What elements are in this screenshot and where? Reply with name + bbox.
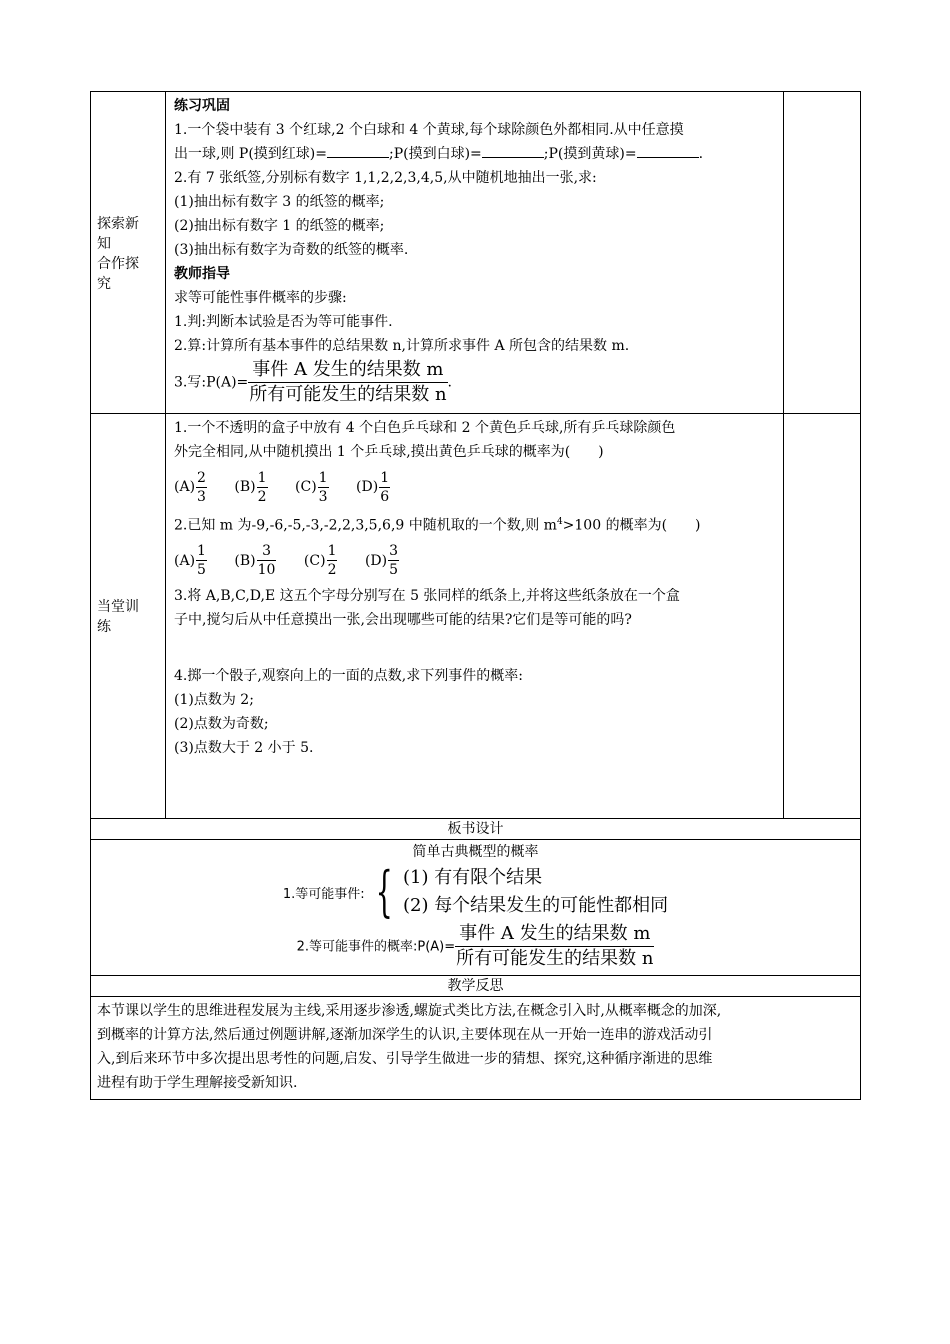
t4-sub2: (2)点数为奇数; [174, 715, 269, 732]
q1-line1: 1.一个袋中装有 3 个红球,2 个白球和 4 个黄球,每个球除颜色外都相同.从中任意摸 [174, 122, 684, 138]
option-c: (C) $\frac{1}{2}$ [303, 543, 337, 579]
board-header-row [91, 819, 861, 840]
board-content [91, 840, 861, 976]
lesson-plan-page [90, 91, 860, 1100]
answer-blank [327, 143, 389, 158]
training-label: 当堂训 练 [91, 414, 166, 819]
q2-sub2: (2)抽出标有数字 1 的纸签的概率; [174, 218, 385, 234]
explore-note-cell [784, 92, 861, 414]
t4-sub3: (3)点数大于 2 小于 5. [174, 739, 314, 756]
board-row [91, 840, 861, 976]
brace-icon: { [375, 860, 393, 923]
t1-options [174, 464, 775, 510]
training-content [166, 414, 784, 819]
t3-line2: 子中,搅匀后从中任意摸出一张,会出现哪些可能的结果?它们是等可能的吗? [174, 611, 632, 628]
guide-intro: 求等可能性事件概率的步骤: [174, 290, 347, 306]
reflection-row [91, 997, 861, 1100]
step2: 2.算:计算所有基本事件的总结果数 n,计算所求事件 A 所包含的结果数 m. [174, 338, 630, 354]
training-note-cell [784, 414, 861, 819]
board-title: 简单古典概型的概率 [412, 844, 539, 860]
board-item1: 1.等可能事件: { (1) 有有限个结果 (2) 每个结果发生的可能性都相同 [282, 860, 669, 923]
step3: 3.写:P(A)= $\frac{\text{事件 A 发生的结果数 m}}{\text{所有可能发生的结果数 n}}$ . [174, 359, 452, 405]
q2-sub1: (1)抽出标有数字 3 的纸签的概率; [174, 194, 385, 210]
board-header: 板书设计 [91, 819, 861, 840]
option-a: (A) $\frac{1}{5}$ [174, 543, 206, 579]
option-c: (C) $\frac{1}{3}$ [295, 469, 328, 505]
option-b: (B) $\frac{1}{2}$ [234, 469, 267, 505]
t4-sub1: (1)点数为 2; [174, 691, 254, 708]
probability-formula: $\frac{\text{事件 A 发生的结果数 m}}{\text{所有可能发生的结果数 n}}$ [249, 359, 447, 405]
t2-line: 2.已知 m 为-9,-6,-5,-3,-2,2,3,5,6,9 中随机取的一个数,则 $m^4>100$ 的概率为( ) [174, 517, 701, 534]
explore-row [91, 92, 861, 414]
option-a: (A) $\frac{2}{3}$ [174, 469, 206, 505]
reflection-header-row [91, 976, 861, 997]
practice-title: 练习巩固 [174, 98, 230, 114]
step1: 1.判:判断本试验是否为等可能事件. [174, 314, 393, 330]
option-b: (B) $\frac{3}{10}$ [234, 543, 276, 579]
answer-blank [637, 143, 699, 158]
board-item2: 2.等可能事件的概率:P(A)= $\frac{\text{事件 A 发生的结果数 m}}{\text{所有可能发生的结果数 n}}$ [296, 923, 654, 969]
explore-label: 探索新 知 合作探 究 [91, 92, 166, 414]
t1-line1: 1.一个不透明的盒子中放有 4 个白色乒乓球和 2 个黄色乒乓球,所有乒乓球除颜色 [174, 420, 676, 436]
t4-line: 4.掷一个骰子,观察向上的一面的点数,求下列事件的概率: [174, 667, 523, 684]
t1-line2: 外完全相同,从中随机摸出 1 个乒乓球,摸出黄色乒乓球的概率为( ) [174, 444, 604, 460]
option-d: (D) $\frac{1}{6}$ [356, 469, 390, 505]
guide-title: 教师指导 [174, 266, 230, 282]
training-row [91, 414, 861, 819]
lesson-plan-table [90, 91, 861, 1100]
reflection-content: 本节课以学生的思维进程发展为主线,采用逐步渗透,螺旋式类比方法,在概念引入时,从概率概念的加深, 到概率的计算方法,然后通过例题讲解,逐渐加深学生的认识,主要体现在从一开始一连串的游戏活动引 入,到后来环节中多次提出思考性的问题,启发、引导学生做进一步的猜想、探究,这种循序渐进的思维 进程有助于学生理解接受新知识. [91, 997, 861, 1100]
answer-blank [482, 143, 544, 158]
t2-options [174, 538, 775, 584]
reflection-header: 教学反思 [91, 976, 861, 997]
option-d: (D) $\frac{3}{5}$ [364, 543, 399, 579]
t3-line1: 3.将 A,B,C,D,E 这五个字母分别写在 5 张同样的纸条上,并将这些纸条放在一个盒 [174, 587, 680, 604]
q1-line2: 出一球,则 P(摸到红球)= ;P(摸到白球)= ;P(摸到黄球)= . [174, 142, 775, 166]
explore-content [166, 92, 784, 414]
q2-line: 2.有 7 张纸签,分别标有数字 1,1,2,2,3,4,5,从中随机地抽出一张,求: [174, 170, 597, 186]
q2-sub3: (3)抽出标有数字为奇数的纸签的概率. [174, 242, 409, 258]
board-formula: $\frac{\text{事件 A 发生的结果数 m}}{\text{所有可能发生的结果数 n}}$ [456, 923, 654, 969]
